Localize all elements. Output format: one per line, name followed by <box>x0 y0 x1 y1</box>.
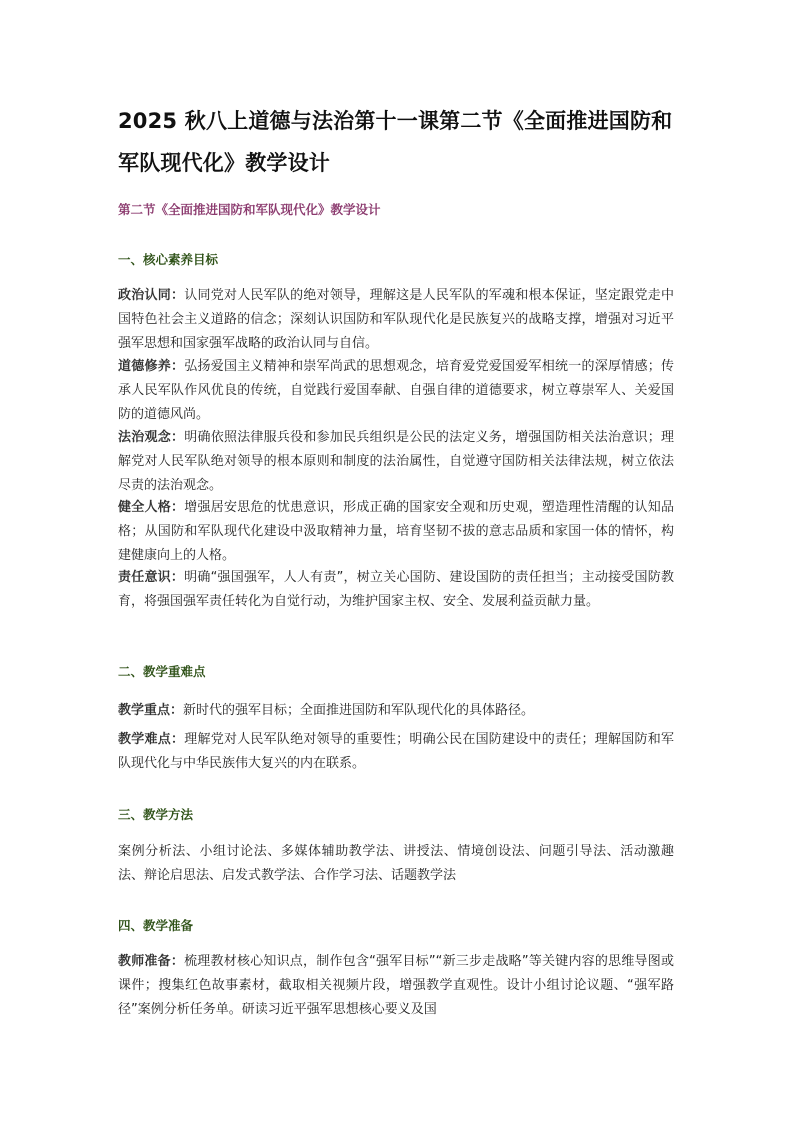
paragraph-text: 理解党对人民军队绝对领导的重要性；明确公民在国防建设中的责任；理解国防和军队现代化与中华民族伟大复兴的内在联系。 <box>118 732 674 771</box>
section-heading-key-points: 二、教学重难点 <box>118 664 206 679</box>
paragraph-moral-cultivation <box>118 355 674 427</box>
paragraph-teaching-focus <box>118 699 674 723</box>
paragraph-text: 明确依照法律服兵役和参加民兵组织是公民的法定义务，增强国防相关法治意识；理解党对人民军队绝对领导的根本原则和制度的法治属性，自觉遵守国防相关法律法规，树立依法尽责的法治观念。 <box>118 430 674 493</box>
paragraph-text: 增强居安思危的忧患意识，形成正确的国家安全观和历史观，塑造理性清醒的认知品格；从国防和军队现代化建设中汲取精神力量，培育坚韧不拔的意志品质和家国一体的情怀，构建健康向上的人格。 <box>118 500 674 563</box>
paragraph-label: 教学难点： <box>118 732 185 747</box>
paragraph-rule-of-law <box>118 426 674 498</box>
section-heading-methods: 三、教学方法 <box>118 807 194 822</box>
paragraph-label: 教师准备： <box>118 954 185 969</box>
paragraph-text: 认同党对人民军队的绝对领导，理解这是人民军队的军魂和根本保证，坚定跟党走中国特色社会主义道路的信念；深刻认识国防和军队现代化是民族复兴的战略支撑，增强对习近平强军思想和国家强军战略的政治认同与自信。 <box>118 288 674 351</box>
paragraph-teaching-difficulty <box>118 728 674 776</box>
paragraph-label: 教学重点： <box>118 703 184 718</box>
paragraph-methods <box>118 840 674 888</box>
paragraph-political-identity <box>118 284 674 356</box>
paragraph-text: 明确“强国强军，人人有责”，树立关心国防、建设国防的责任担当；主动接受国防教育，将强国强军责任转化为自觉行动，为维护国家主权、安全、发展利益贡献力量。 <box>118 570 674 609</box>
paragraph-text: 新时代的强军目标；全面推进国防和军队现代化的具体路径。 <box>183 703 535 718</box>
section-heading-preparation: 四、教学准备 <box>118 918 194 933</box>
document-title: 2025 秋八上道德与法治第十一课第二节《全面推进国防和军队现代化》教学设计 <box>118 109 673 175</box>
section-heading-core-literacy: 一、核心素养目标 <box>118 252 219 267</box>
paragraph-label: 法治观念： <box>118 430 185 445</box>
paragraph-label: 健全人格： <box>118 500 185 515</box>
paragraph-label: 政治认同： <box>118 288 185 303</box>
paragraph-sound-personality <box>118 496 674 568</box>
paragraph-text: 案例分析法、小组讨论法、多媒体辅助教学法、讲授法、情境创设法、问题引导法、活动激趣法、辩论启思法、启发式教学法、合作学习法、话题教学法 <box>118 844 674 883</box>
paragraph-text: 弘扬爱国主义精神和崇军尚武的思想观念，培育爱党爱国爱军相统一的深厚情感；传承人民军队作风优良的传统，自觉践行爱国奉献、自强自律的道德要求，树立尊崇军人、关爱国防的道德风尚。 <box>118 359 674 422</box>
paragraph-responsibility <box>118 566 674 614</box>
paragraph-label: 责任意识： <box>118 570 185 585</box>
paragraph-label: 道德修养： <box>118 359 185 374</box>
paragraph-teacher-preparation <box>118 950 674 1022</box>
document-subtitle: 第二节《全面推进国防和军队现代化》教学设计 <box>118 202 381 217</box>
paragraph-text: 梳理教材核心知识点，制作包含“强军目标”“新三步走战略”等关键内容的思维导图或课件；搜集红色故事素材，截取相关视频片段，增强教学直观性。设计小组讨论议题、“强军路径”案例分析任务单。研读习近平强军思想核心要义及国 <box>118 954 674 1017</box>
